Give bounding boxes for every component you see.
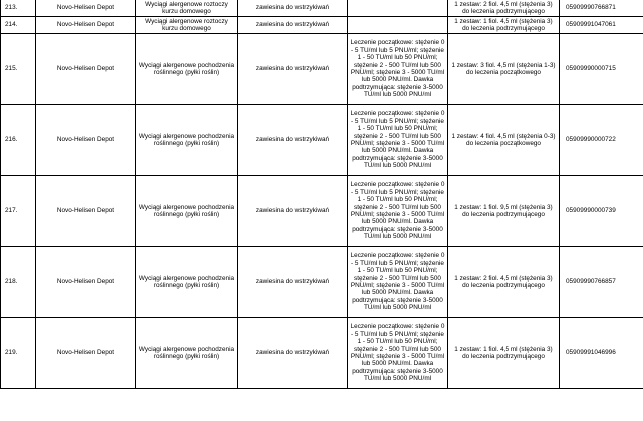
- table-row: [1, 17, 643, 34]
- package-cell: 1 zestaw: 3 fiol. 4,5 ml (stężenia 1-3) do leczenia początkowego: [448, 34, 560, 105]
- manufacturer-cell: Novo-Helisen Depot: [36, 105, 136, 176]
- dose-cell: [348, 0, 448, 17]
- package-cell: 1 zestaw: 1 fiol. 4,5 ml (stężenia 3) do leczenia podtrzymującego: [448, 17, 560, 34]
- dosage-form-cell: zawiesina do wstrzykiwań: [238, 318, 348, 389]
- dosage-form-cell: zawiesina do wstrzykiwań: [238, 105, 348, 176]
- row-number: 218.: [1, 247, 36, 318]
- manufacturer-cell: Novo-Helisen Depot: [36, 176, 136, 247]
- dose-cell: Leczenie początkowe: stężenie 0 - 5 TU/ml lub 5 PNU/ml; stężenie 1 - 50 TU/ml lub 50 PNU/ml; stężenie 2 - 500 TU/ml lub 500 PNU/ml; stężenie 3 - 5000 TU/ml lub 5000 PNU/ml. Dawka podtrzymująca: stężenie 3-5000 TU/ml lub 5000 PNU/ml: [348, 34, 448, 105]
- dosage-form-cell: zawiesina do wstrzykiwań: [238, 34, 348, 105]
- manufacturer-cell: Novo-Helisen Depot: [36, 318, 136, 389]
- ean-code-cell: 05909991047061: [560, 17, 643, 34]
- package-cell: 1 zestaw: 4 fiol. 4,5 ml (stężenia 0-3) do leczenia początkowego: [448, 105, 560, 176]
- table-row: [1, 247, 643, 318]
- dosage-form-cell: zawiesina do wstrzykiwań: [238, 0, 348, 17]
- row-number: 216.: [1, 105, 36, 176]
- dose-cell: Leczenie początkowe: stężenie 0 - 5 TU/ml lub 5 PNU/ml; stężenie 1 - 50 TU/ml lub 50 PNU/ml; stężenie 2 - 500 TU/ml lub 500 PNU/ml; stężenie 3 - 5000 TU/ml lub 5000 PNU/ml. Dawka podtrzymująca: stężenie 3-5000 TU/ml lub 5000 PNU/ml: [348, 105, 448, 176]
- row-number: 215.: [1, 34, 36, 105]
- dosage-form-cell: zawiesina do wstrzykiwań: [238, 247, 348, 318]
- ean-code-cell: 05909990766857: [560, 247, 643, 318]
- dosage-form-cell: zawiesina do wstrzykiwań: [238, 176, 348, 247]
- package-cell: 1 zestaw: 2 fiol. 4,5 ml (stężenia 3) do leczenia podtrzymującego: [448, 247, 560, 318]
- dose-cell: Leczenie początkowe: stężenie 0 - 5 TU/ml lub 5 PNU/ml; stężenie 1 - 50 TU/ml lub 50 PNU/ml; stężenie 2 - 500 TU/ml lub 500 PNU/ml; stężenie 3 - 5000 TU/ml lub 5000 PNU/ml. Dawka podtrzymująca: stężenie 3-5000 TU/ml lub 5000 PNU/ml: [348, 176, 448, 247]
- ean-code-cell: 05909990766871: [560, 0, 643, 17]
- table-row: [1, 105, 643, 176]
- table-row: [1, 0, 643, 17]
- product-name-cell: Wyciągi alergenowe pochodzenia roślinnego (pyłki roślin): [136, 318, 238, 389]
- product-name-cell: Wyciągi alergenowe pochodzenia roślinnego (pyłki roślin): [136, 34, 238, 105]
- row-number: 213.: [1, 0, 36, 17]
- package-cell: 1 zestaw: 1 fiol. 4,5 ml (stężenia 3) do leczenia podtrzymującego: [448, 318, 560, 389]
- product-name-cell: Wyciągi alergenowe roztoczy kurzu domowego: [136, 17, 238, 34]
- package-cell: 1 zestaw: 2 fiol. 4,5 ml (stężenia 3) do leczenia podtrzymującego: [448, 0, 560, 17]
- ean-code-cell: 05909990000739: [560, 176, 643, 247]
- table-row: [1, 318, 643, 389]
- ean-code-cell: 05909990000722: [560, 105, 643, 176]
- table-row: [1, 34, 643, 105]
- package-cell: 1 zestaw: 1 fiol. 9,5 ml (stężenia 3) do leczenia podtrzymującego: [448, 176, 560, 247]
- row-number: 217.: [1, 176, 36, 247]
- table-row: [1, 176, 643, 247]
- manufacturer-cell: Novo-Helisen Depot: [36, 247, 136, 318]
- dosage-form-cell: zawiesina do wstrzykiwań: [238, 17, 348, 34]
- product-name-cell: Wyciągi alergenowe pochodzenia roślinnego (pyłki roślin): [136, 105, 238, 176]
- dose-cell: [348, 17, 448, 34]
- manufacturer-cell: Novo-Helisen Depot: [36, 17, 136, 34]
- dose-cell: Leczenie początkowe: stężenie 0 - 5 TU/ml lub 5 PNU/ml; stężenie 1 - 50 TU/ml lub 50 PNU/ml; stężenie 2 - 500 TU/ml lub 500 PNU/ml; stężenie 3 - 5000 TU/ml lub 5000 PNU/ml. Dawka podtrzymująca: stężenie 3-5000 TU/ml lub 5000 PNU/ml: [348, 318, 448, 389]
- ean-code-cell: 05909990000715: [560, 34, 643, 105]
- manufacturer-cell: Novo-Helisen Depot: [36, 34, 136, 105]
- dose-cell: Leczenie początkowe: stężenie 0 - 5 TU/ml lub 5 PNU/ml; stężenie 1 - 50 TU/ml lub 50 PNU/ml; stężenie 2 - 500 TU/ml lub 500 PNU/ml; stężenie 3 - 5000 TU/ml lub 5000 PNU/ml. Dawka podtrzymująca: stężenie 3-5000 TU/ml lub 5000 PNU/ml: [348, 247, 448, 318]
- ean-code-cell: 05909991046996: [560, 318, 643, 389]
- product-name-cell: Wyciągi alergenowe pochodzenia roślinnego (pyłki roślin): [136, 247, 238, 318]
- row-number: 219.: [1, 318, 36, 389]
- row-number: 214.: [1, 17, 36, 34]
- product-name-cell: Wyciągi alergenowe pochodzenia roślinnego (pyłki roślin): [136, 176, 238, 247]
- manufacturer-cell: Novo-Helisen Depot: [36, 0, 136, 17]
- product-name-cell: Wyciągi alergenowe roztoczy kurzu domowego: [136, 0, 238, 17]
